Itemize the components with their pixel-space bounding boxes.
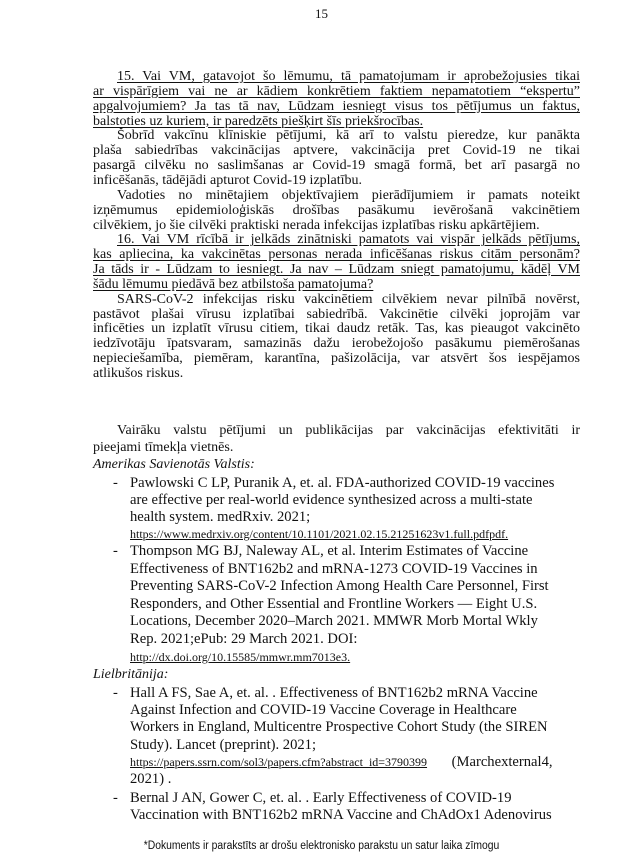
reference-link[interactable]: http://dx.doi.org/10.15585/mmwr.mm7013e3.: [130, 650, 351, 664]
reference-line: Against Infection and COVID-19 Vaccine Coverage in Healthcare: [130, 702, 517, 718]
paragraph-line: plaša sabiedrības vakcinācijas aptvere, vakcinācija pret Covid-19 ne tikai: [93, 143, 580, 159]
reference-line: 2021) .: [130, 771, 172, 787]
paragraph-line: SARS-CoV-2 infekcijas risku vakcinētiem cilvēkiem nevar pilnībā novērst,: [117, 291, 580, 307]
reference-line: Rep. 2021;ePub: 29 March 2021. DOI:: [130, 631, 358, 647]
paragraph-line: Vairāku valstu pētījumi un publikācijas par vakcinācijas efektivitāti ir: [117, 423, 580, 438]
paragraph-line: atlikušos riskus.: [93, 366, 184, 381]
paragraph-line: Vadoties no minētajiem objektīvajiem pierādījumiem ir pamats noteikt: [117, 187, 580, 203]
paragraph-line: inficēties un izplatīt vīrusu citiem, tikai daudz retāk. Tas, kas pieaugot vakcinēto: [93, 321, 580, 337]
paragraph-line: cilvēkiem, jo šie cilvēki praktiski nerada infekcijas izplatības risku apkārtējiem.: [93, 217, 540, 233]
signature-footer: *Dokuments ir parakstīts ar drošu elektronisko parakstu un satur laika zīmogu: [143, 840, 500, 852]
question-16-line: kas apliecina, ka vakcinētas personas nerada inficēšanas riskus citām personām?: [93, 247, 580, 263]
reference-line: are effective per real-world evidence synthesized across a multi-state: [130, 492, 533, 508]
reference-line: Preventing SARS-CoV-2 Infection Among Health Care Personnel, First: [130, 578, 549, 594]
paragraph-line: iedzīvotāju īpatsvaram, samazinās dažu ierobežojošo pasākumu piemērošanas: [93, 336, 580, 352]
section-heading-uk: Lielbritānija:: [93, 667, 169, 682]
list-bullet-dash: -: [113, 475, 118, 491]
paragraph-line: pieejami tīmekļa vietnēs.: [93, 440, 234, 455]
paragraph-line: inficēšanās, tādējādi apturot Covid-19 izplatību.: [93, 172, 363, 188]
reference-line: Pawlowski C LP, Puranik A, et. al. FDA-authorized COVID-19 vaccines: [130, 475, 555, 491]
page-number: 15: [315, 6, 328, 21]
question-15-line: ar vispārīgiem vai ne ar kādiem konkrētiem faktiem nepamatotiem “ekspertu”: [93, 83, 580, 99]
list-bullet-dash: -: [113, 685, 118, 701]
reference-line: Hall A FS, Sae A, et. al. . Effectiveness of BNT162b2 mRNA Vaccine: [130, 685, 538, 701]
reference-line: Workers in England, Multicentre Prospective Cohort Study (the SIREN: [130, 719, 548, 735]
reference-line: Vaccination with BNT162b2 mRNA Vaccine and ChAdOx1 Adenovirus: [130, 807, 552, 823]
paragraph-line: pasargā cilvēku no saslimšanas ar Covid-19 smagā formā, bet arī pasargā no: [93, 158, 580, 174]
reference-line: Bernal J AN, Gower C, et. al. . Early Effectiveness of COVID-19: [130, 790, 512, 806]
question-16-line: šādu lēmumu piedāvā bez atbilstoša pamatojuma?: [93, 276, 374, 292]
question-15-line: 15. Vai VM, gatavojot šo lēmumu, tā pamatojumam ir aprobežojusies tikai: [117, 69, 580, 84]
paragraph-line: izņēmumus epidemioloģiskās drošības pasākumu ievērošanā vakcinētiem: [93, 202, 580, 218]
question-16-line: Ja tāds ir - Lūdzam to iesniegt. Ja nav – Lūdzam sniegt pamatojumu, kādēļ VM: [93, 262, 580, 278]
reference-line: Locations, December 2020–March 2021. MMWR Morb Mortal Wkly: [130, 613, 538, 629]
reference-note: (Marchexternal4,: [448, 754, 553, 770]
reference-link[interactable]: https://papers.ssrn.com/sol3/papers.cfm?abstract_id=3790399: [130, 755, 428, 769]
list-bullet-dash: -: [113, 790, 118, 806]
reference-line: Thompson MG BJ, Naleway AL, et al. Interim Estimates of Vaccine: [130, 543, 529, 559]
reference-line: Effectiveness of BNT162b2 and mRNA-1273 COVID-19 Vaccines in: [130, 561, 538, 577]
reference-link[interactable]: https://www.medrxiv.org/content/10.1101/2021.02.15.21251623v1.full.pdfpdf.: [130, 527, 509, 541]
question-15-line: balstoties uz kuriem, ir paredzēts piešķirt šīs priekšrocības.: [93, 113, 424, 129]
paragraph-line: Šobrīd vakcīnu klīniskie pētījumi, kā arī to valstu pieredze, kur panākta: [117, 128, 580, 144]
list-bullet-dash: -: [113, 543, 118, 559]
question-15-line: apgalvojumiem? Ja tas tā nav, Lūdzam iesniegt visus tos pētījumus un faktus,: [93, 98, 580, 114]
reference-line: Responders, and Other Essential and Frontline Workers — Eight U.S.: [130, 596, 538, 612]
section-heading-usa: Amerikas Savienotās Valstis:: [93, 457, 255, 472]
question-16-line: 16. Vai VM rīcībā ir jelkāds zinātniski pamatots vai vispār jelkāds pētījums,: [117, 232, 580, 248]
reference-line: Study). Lancet (preprint). 2021;: [130, 737, 317, 753]
paragraph-line: nepieciešamība, piemēram, karantīna, pašizolācija, var atsvērt šos iespējamos: [93, 351, 580, 367]
paragraph-line: pastāvot plašai vīrusu izplatībai sabiedrībā. Vakcinētie cilvēki joprojām var: [93, 306, 580, 322]
reference-line: health system. medRxiv. 2021;: [130, 509, 311, 525]
